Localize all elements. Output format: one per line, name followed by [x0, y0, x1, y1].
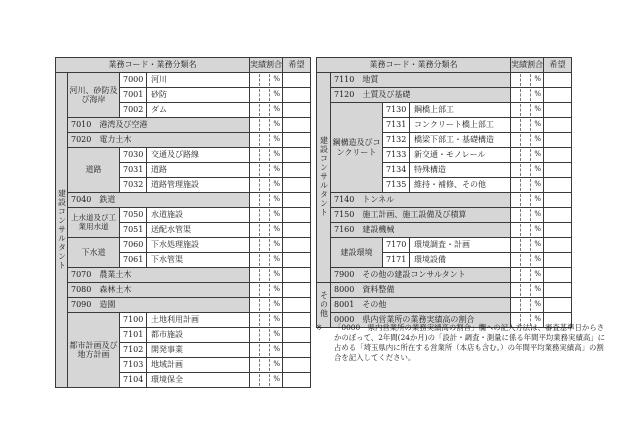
code: 7171: [383, 253, 410, 268]
item-name: 特殊構造: [410, 163, 511, 178]
ratio-input[interactable]: %: [511, 88, 544, 103]
header-ratio: 実績割合: [250, 58, 283, 73]
ratio-input[interactable]: %: [511, 238, 544, 253]
item-name: 交通及び路線: [147, 148, 250, 163]
ratio-input[interactable]: %: [511, 208, 544, 223]
code: 7101: [120, 328, 147, 343]
item-name: 土地利用計画: [147, 313, 250, 328]
wish-checkbox[interactable]: [283, 73, 311, 88]
item-name: 地域計画: [147, 358, 250, 373]
ratio-input[interactable]: %: [250, 238, 283, 253]
ratio-input[interactable]: %: [511, 148, 544, 163]
wish-checkbox[interactable]: [283, 253, 311, 268]
group-urban: 都市計画及び地方計画: [68, 313, 120, 388]
code: 7133: [383, 148, 410, 163]
item-name: 8000 資料整備: [331, 283, 511, 298]
wish-checkbox[interactable]: [544, 118, 572, 133]
ratio-input[interactable]: %: [250, 268, 283, 283]
item-name: 下水処理施設: [147, 238, 250, 253]
item-name: 8001 その他: [331, 298, 511, 313]
code: 7061: [120, 253, 147, 268]
wish-checkbox[interactable]: [283, 328, 311, 343]
ratio-input[interactable]: %: [511, 118, 544, 133]
wish-checkbox[interactable]: [544, 193, 572, 208]
ratio-input[interactable]: %: [250, 373, 283, 388]
ratio-input[interactable]: %: [250, 283, 283, 298]
ratio-input[interactable]: %: [511, 283, 544, 298]
ratio-input[interactable]: %: [250, 328, 283, 343]
item-name: ダム: [147, 103, 250, 118]
section-label-other: その他: [317, 283, 331, 328]
wish-checkbox[interactable]: [283, 88, 311, 103]
header-category: 業務コード・業務分類名: [317, 58, 511, 73]
ratio-input[interactable]: %: [250, 298, 283, 313]
item-name: 送配水管渠: [147, 223, 250, 238]
note-mark: ※: [316, 323, 323, 332]
item-name: 維持・補修、その他: [410, 178, 511, 193]
item-name: 水道施設: [147, 208, 250, 223]
header-ratio: 実績割合: [511, 58, 544, 73]
wish-checkbox[interactable]: [544, 73, 572, 88]
ratio-input[interactable]: %: [250, 193, 283, 208]
wish-checkbox[interactable]: [283, 283, 311, 298]
item-name: 環境設備: [410, 253, 511, 268]
code: 7060: [120, 238, 147, 253]
item-name: 7150 施工計画、施工設備及び積算: [331, 208, 511, 223]
wish-checkbox[interactable]: [544, 208, 572, 223]
group-sewer: 下水道: [68, 238, 120, 268]
code: 7050: [120, 208, 147, 223]
ratio-input[interactable]: %: [250, 253, 283, 268]
item-name: 開発事業: [147, 343, 250, 358]
ratio-input[interactable]: %: [511, 73, 544, 88]
wish-checkbox[interactable]: [283, 163, 311, 178]
ratio-input[interactable]: %: [250, 148, 283, 163]
wish-checkbox[interactable]: [283, 238, 311, 253]
code: 7031: [120, 163, 147, 178]
item-name: 都市施設: [147, 328, 250, 343]
ratio-input[interactable]: %: [250, 313, 283, 328]
item-name: 砂防: [147, 88, 250, 103]
ratio-input[interactable]: %: [511, 313, 544, 328]
item-name: 鋼橋上部工: [410, 103, 511, 118]
code: 7104: [120, 373, 147, 388]
note-text: 「0000 県内営業所の業務実績高の割合」欄への記入方法は、審査基準日からさかのぼって、2年間(24か月)の「設計・調査・測量に係る年間平均業務実績高」に占める「埼玉県内に所在する営業所（本店も含む。）の年間平均業務実績高」の割合を記入してください。: [334, 323, 606, 362]
wish-checkbox[interactable]: [283, 178, 311, 193]
wish-checkbox[interactable]: [283, 298, 311, 313]
wish-checkbox[interactable]: [283, 103, 311, 118]
wish-checkbox[interactable]: [544, 103, 572, 118]
code: 7002: [120, 103, 147, 118]
item-name: 7140 トンネル: [331, 193, 511, 208]
item-name: 0000 県内営業所の業務実績高の割合: [331, 313, 511, 328]
wish-checkbox[interactable]: [283, 193, 311, 208]
wish-checkbox[interactable]: [544, 283, 572, 298]
code: 7051: [120, 223, 147, 238]
wish-checkbox[interactable]: [283, 118, 311, 133]
item-name: 7020 電力土木: [68, 133, 250, 148]
item-name: 7070 農業土木: [68, 268, 250, 283]
wish-checkbox[interactable]: [544, 238, 572, 253]
wish-checkbox[interactable]: [544, 223, 572, 238]
group-water: 上水道及び工業用水道: [68, 208, 120, 238]
ratio-input[interactable]: %: [511, 103, 544, 118]
right-category-table: [316, 57, 572, 328]
ratio-input[interactable]: %: [250, 118, 283, 133]
ratio-input[interactable]: %: [511, 268, 544, 283]
ratio-input[interactable]: %: [511, 223, 544, 238]
ratio-input[interactable]: %: [250, 208, 283, 223]
code: 7130: [383, 103, 410, 118]
code: 7032: [120, 178, 147, 193]
ratio-input[interactable]: %: [511, 178, 544, 193]
item-name: 7080 森林土木: [68, 283, 250, 298]
code: 7000: [120, 73, 147, 88]
wish-checkbox[interactable]: [544, 178, 572, 193]
section-label: 建設コンサルタント: [317, 73, 331, 283]
item-name: 下水管渠: [147, 253, 250, 268]
item-name: 7090 造園: [68, 298, 250, 313]
wish-checkbox[interactable]: [283, 148, 311, 163]
ratio-input[interactable]: %: [250, 343, 283, 358]
ratio-input[interactable]: %: [250, 163, 283, 178]
ratio-input[interactable]: %: [511, 253, 544, 268]
code: 7100: [120, 313, 147, 328]
ratio-input[interactable]: %: [250, 133, 283, 148]
ratio-input[interactable]: %: [250, 73, 283, 88]
code: 7103: [120, 358, 147, 373]
ratio-input[interactable]: %: [250, 223, 283, 238]
ratio-input[interactable]: %: [511, 193, 544, 208]
ratio-input[interactable]: %: [250, 178, 283, 193]
group-steel-concrete: 鋼構造及びコンクリート: [331, 103, 383, 193]
wish-checkbox[interactable]: [544, 163, 572, 178]
wish-checkbox[interactable]: [283, 343, 311, 358]
item-name: 7120 土質及び基礎: [331, 88, 511, 103]
group-construction-env: 建設環境: [331, 238, 383, 268]
ratio-input[interactable]: %: [511, 133, 544, 148]
wish-checkbox[interactable]: [544, 148, 572, 163]
ratio-input[interactable]: %: [250, 88, 283, 103]
item-name: 橋梁下部工・基礎構造: [410, 133, 511, 148]
code: 7131: [383, 118, 410, 133]
group-river: 河川、砂防及び海岸: [68, 73, 120, 118]
ratio-input[interactable]: %: [511, 163, 544, 178]
wish-checkbox[interactable]: [283, 133, 311, 148]
item-name: 7110 地質: [331, 73, 511, 88]
item-name: 新交通・モノレール: [410, 148, 511, 163]
section-label: 建設コンサルタント: [56, 73, 68, 388]
wish-checkbox[interactable]: [283, 268, 311, 283]
item-name: 環境調査・計画: [410, 238, 511, 253]
wish-checkbox[interactable]: [544, 88, 572, 103]
header-wish: 希望: [544, 58, 572, 73]
code: 7001: [120, 88, 147, 103]
item-name: 道路管理施設: [147, 178, 250, 193]
item-name: 7040 鉄道: [68, 193, 250, 208]
item-name: 環境保全: [147, 373, 250, 388]
wish-checkbox[interactable]: [283, 223, 311, 238]
wish-checkbox[interactable]: [283, 208, 311, 223]
ratio-input[interactable]: %: [250, 358, 283, 373]
ratio-input[interactable]: %: [250, 103, 283, 118]
code: 7102: [120, 343, 147, 358]
wish-checkbox[interactable]: [283, 373, 311, 388]
code: 7135: [383, 178, 410, 193]
wish-checkbox[interactable]: [283, 358, 311, 373]
item-name: 7010 港湾及び空港: [68, 118, 250, 133]
code: 7134: [383, 163, 410, 178]
wish-checkbox[interactable]: [544, 298, 572, 313]
footnote: [316, 323, 610, 363]
code: 7132: [383, 133, 410, 148]
header-wish: 希望: [283, 58, 311, 73]
group-road: 道路: [68, 148, 120, 193]
wish-checkbox[interactable]: [544, 253, 572, 268]
wish-checkbox[interactable]: [544, 268, 572, 283]
item-name: 7900 その他の建設コンサルタント: [331, 268, 511, 283]
item-name: コンクリート橋上部工: [410, 118, 511, 133]
wish-checkbox[interactable]: [283, 313, 311, 328]
code: 7030: [120, 148, 147, 163]
code: 7170: [383, 238, 410, 253]
item-name: 河川: [147, 73, 250, 88]
header-category: 業務コード・業務分類名: [56, 58, 250, 73]
item-name: 7160 建設機械: [331, 223, 511, 238]
ratio-input[interactable]: %: [511, 298, 544, 313]
left-category-table: [55, 57, 311, 388]
wish-checkbox[interactable]: [544, 133, 572, 148]
item-name: 道路: [147, 163, 250, 178]
